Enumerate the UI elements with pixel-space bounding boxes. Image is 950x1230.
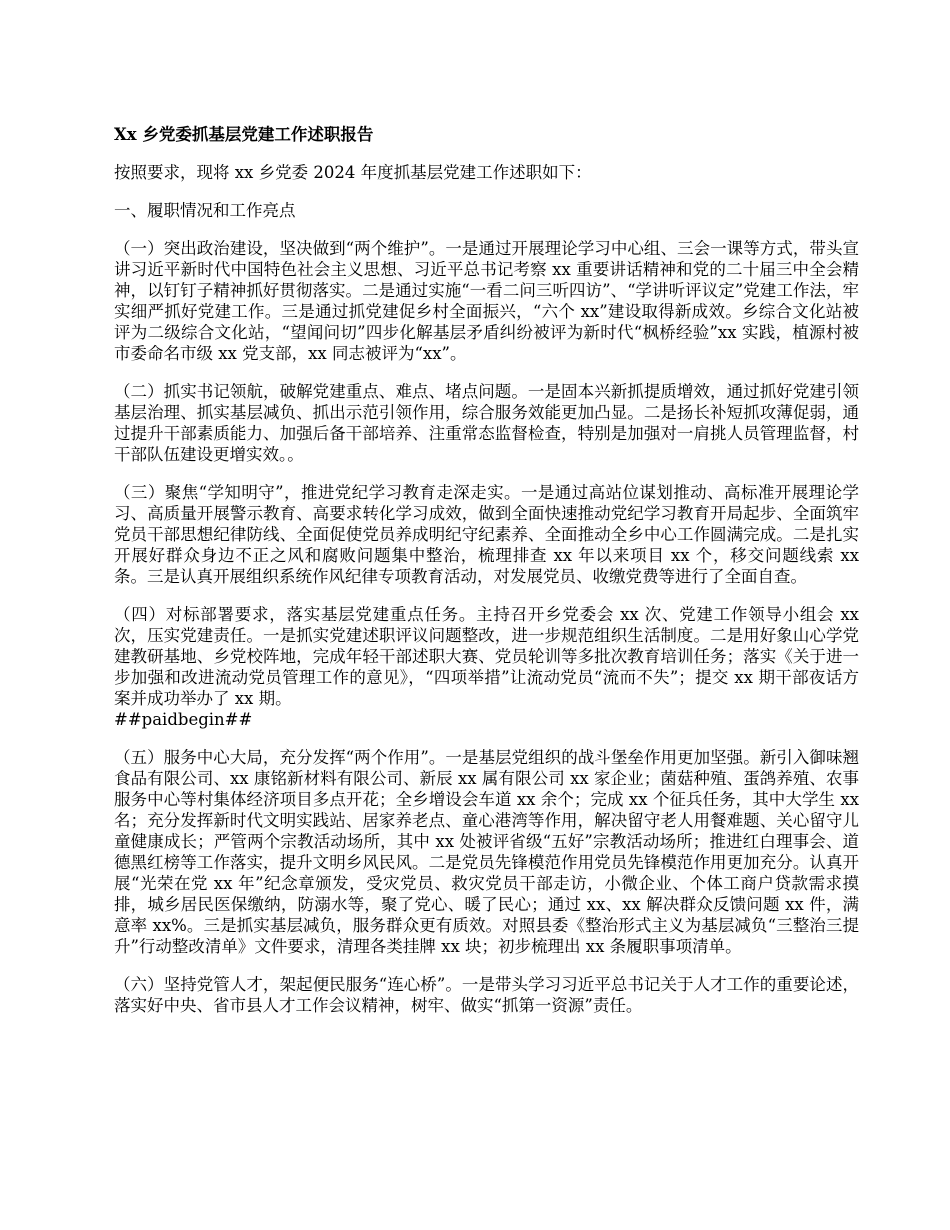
paragraph-3: （三）聚焦“学知明守”，推进党纪学习教育走深走实。一是通过高站位谋划推动、高标准开展理论学习、高质量开展警示教育、高要求转化学习成效，做到全面快速推动党纪学习教育开局起步、全面筑牢党员干部思想纪律防线、全面促使党员养成明纪守纪素养、全面推动全乡中心工作圆满完成。二是扎实开展好群众身边不正之风和腐败问题集中整治，梳理排查 xx 年以来项目 xx 个，移交问题线索 xx 条。三是认真开展组织系统作风纪律专项教育活动，对发展党员、收缴党费等进行了全面自查。 xyxy=(114,483,859,586)
paragraph-4: （四）对标部署要求，落实基层党建重点任务。主持召开乡党委会 xx 次、党建工作领导小组会 xx 次，压实党建责任。一是抓实党建述职评议问题整改，进一步规范组织生活制度。二是用好象山心学党建教研基地、乡党校阵地，完成年轻干部述职大赛、党员轮训等多批次教育培训任务；落实《关于进一步加强和改进流动党员管理工作的意见》，“四项举措”让流动党员“流而不失”；提交 xx 期干部夜话方案并成功举办了 xx 期。 xyxy=(114,605,859,708)
document-page xyxy=(114,124,859,1033)
document-title: Xx 乡党委抓基层党建工作述职报告 xyxy=(114,125,374,144)
paid-begin-marker: ##paidbegin## xyxy=(114,710,253,729)
paragraph-5: （五）服务中心大局，充分发挥“两个作用”。一是基层党组织的战斗堡垒作用更加坚强。新引入御味翘食品有限公司、xx 康铭新材料有限公司、新辰 xx 属有限公司 xx 家企业；菌菇种殖、蛋鸽养殖、农事服务中心等村集体经济项目多点开花；全乡增设会车道 xx 余个；完成 xx 个征兵任务，其中大学生 xx 名；充分发挥新时代文明实践站、居家养老点、童心港湾等作用，解决留守老人用餐难题、关心留守儿童健康成长；严管两个宗教活动场所，其中 xx 处被评省级“五好”宗教活动场所；推进红白理事会、道德黑红榜等工作落实，提升文明乡风民风。二是党员先锋模范作用党员先锋模范作用更加充分。认真开展“光荣在党 xx 年”纪念章颁发，受灾党员、救灾党员干部走访，小微企业、个体工商户贷款需求摸排，城乡居民医保缴纳，防溺水等，聚了党心、暖了民心；通过 xx、xx 解决群众反馈问题 xx 件，满意率 xx%。三是抓实基层减负，服务群众更有质效。对照县委《整治形式主义为基层减负“三整治三提升”行动整改清单》文件要求，清理各类挂牌 xx 块；初步梳理出 xx 条履职事项清单。 xyxy=(114,748,859,956)
section-heading: 一、履职情况和工作亮点 xyxy=(114,201,296,220)
paragraph-1: （一）突出政治建设，坚决做到“两个维护”。一是通过开展理论学习中心组、三会一课等方式，带头宣讲习近平新时代中国特色社会主义思想、习近平总书记考察 xx 重要讲话精神和党的二十届三中全会精神，以钉钉子精神抓好贯彻落实。二是通过实施“一看二问三听四访”、“学讲听评议定”党建工作法，牢实细严抓好党建工作。三是通过抓党建促乡村全面振兴，“六个 xx”建设取得新成效。乡综合文化站被评为二级综合文化站，“望闻问切”四步化解基层矛盾纠纷被评为新时代“枫桥经验”xx 实践，植源村被市委命名市级 xx 党支部，xx 同志被评为“xx”。 xyxy=(114,239,859,363)
intro-paragraph: 按照要求，现将 xx 乡党委 2024 年度抓基层党建工作述职如下： xyxy=(114,163,592,182)
paragraph-2: （二）抓实书记领航，破解党建重点、难点、堵点问题。一是固本兴新抓提质增效，通过抓好党建引领基层治理、抓实基层减负、抓出示范引领作用，综合服务效能更加凸显。二是扬长补短抓攻薄促弱，通过提升干部素质能力、加强后备干部培养、注重常态监督检查，特别是加强对一肩挑人员管理监督，村干部队伍建设更增实效。。 xyxy=(114,382,859,464)
paragraph-6: （六）坚持党管人才，架起便民服务“连心桥”。一是带头学习习近平总书记关于人才工作的重要论述，落实好中央、省市县人才工作会议精神，树牢、做实“抓第一资源”责任。 xyxy=(114,975,859,1015)
